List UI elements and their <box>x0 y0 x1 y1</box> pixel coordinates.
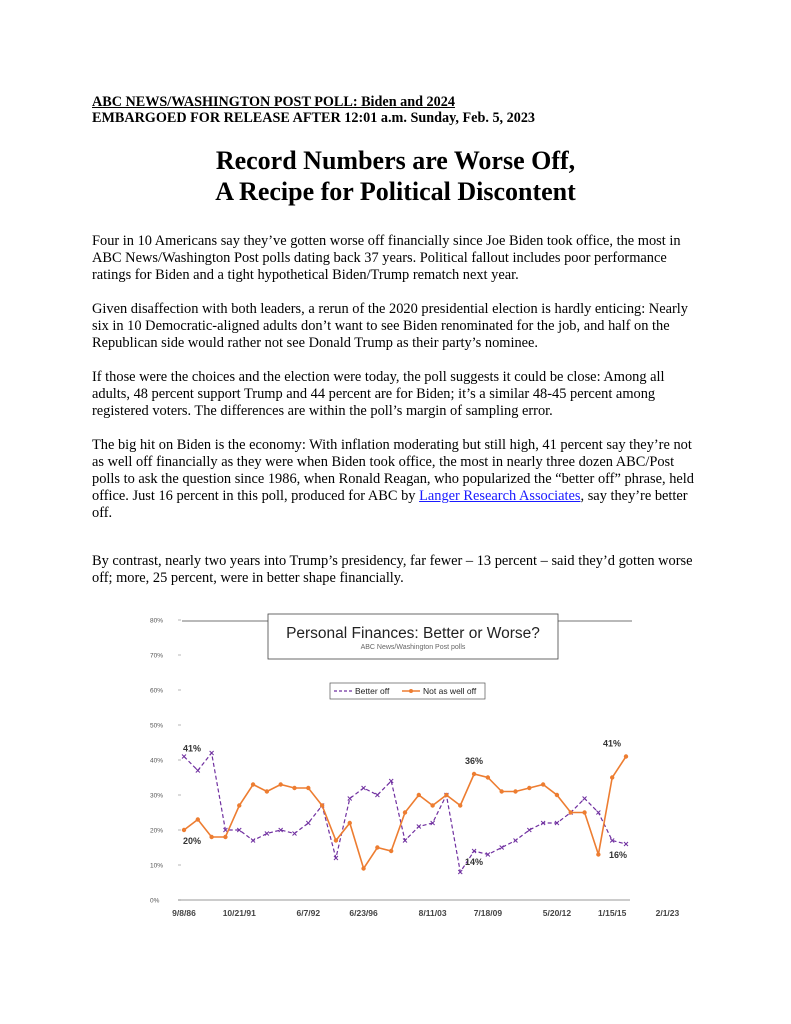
better-off-point <box>196 769 200 773</box>
y-tick-label: 20% <box>150 827 164 835</box>
not-as-well-off-point <box>472 772 476 776</box>
paragraph-4-text-a: The big hit on Biden is the economy: With inflation moderating but still high, 41 percent say they’re not as well off financially as they were when Biden took office, the most in nearly three dozen ABC/Post polls to ask the question since 1986, when Ronald Reagan, who popularized the “better off” phrase, held office. Just 16 percent in this poll, produced for ABC by <box>92 437 694 504</box>
not-as-well-off-point <box>182 828 186 832</box>
x-tick-label: 6/7/92 <box>296 908 321 918</box>
not-as-well-off-point <box>486 775 490 779</box>
not-as-well-off-point <box>292 786 296 790</box>
better-off-point <box>265 832 269 836</box>
better-off-point <box>624 842 628 846</box>
not-as-well-off-point <box>527 786 531 790</box>
not-as-well-off-point <box>417 793 421 797</box>
headline-line-2: A Recipe for Political Discontent <box>215 177 576 206</box>
headline-line-1: Record Numbers are Worse Off, <box>215 146 576 175</box>
y-tick-label: 60% <box>150 687 164 695</box>
paragraph-4 <box>92 437 704 522</box>
not-as-well-off-point <box>196 817 200 821</box>
data-label: 41% <box>182 743 202 754</box>
y-tick-label: 30% <box>150 792 164 800</box>
not-as-well-off-point <box>375 845 379 849</box>
not-as-well-off-point <box>348 821 352 825</box>
not-as-well-off-point <box>458 803 462 807</box>
better-off-point <box>375 793 379 797</box>
not-as-well-off-point <box>223 835 227 839</box>
chart-title: Personal Finances: Better or Worse? <box>286 625 540 642</box>
langer-research-link[interactable]: Langer Research Associates <box>419 488 581 504</box>
x-tick-label: 2/1/23 <box>655 908 680 918</box>
legend-label-better-off: Better off <box>355 686 390 696</box>
not-as-well-off-point <box>334 838 338 842</box>
better-off-point <box>293 832 297 836</box>
y-tick-label: 40% <box>150 757 164 765</box>
paragraph-5: By contrast, nearly two years into Trump’s presidency, far fewer – 13 percent – said they’d gotten worse off; more, 25 percent, were in better shape financially. <box>92 553 693 586</box>
not-as-well-off-point <box>569 810 573 814</box>
better-off-point <box>306 821 310 825</box>
not-as-well-off-point <box>403 810 407 814</box>
not-as-well-off-point <box>444 793 448 797</box>
x-tick-label: 8/11/03 <box>418 908 447 918</box>
x-tick-label: 10/21/91 <box>222 908 256 918</box>
y-tick-label: 10% <box>150 862 164 870</box>
not-as-well-off-point <box>610 775 614 779</box>
paragraph-1: Four in 10 Americans say they’ve gotten worse off financially since Joe Biden took office, the most in ABC News/Washington Post polls dating back 37 years. Political fallout includes poor performance ratings for Biden and a tight hypothetical Biden/Trump rematch next year. <box>92 233 681 283</box>
poll-header-title: ABC NEWS/WASHINGTON POST POLL: Biden and 2024 <box>92 94 455 110</box>
legend-label-not-as-well-off: Not as well off <box>423 686 477 696</box>
better-off-point <box>583 797 587 801</box>
x-tick-label: 9/8/86 <box>172 908 196 918</box>
not-as-well-off-point <box>499 789 503 793</box>
x-tick-label: 6/23/96 <box>349 908 378 918</box>
y-tick-label: 70% <box>150 652 164 660</box>
data-label: 20% <box>182 836 202 846</box>
not-as-well-off-point <box>237 803 241 807</box>
x-tick-label: 5/20/12 <box>542 908 572 918</box>
data-label: 14% <box>465 857 484 867</box>
not-as-well-off-point <box>555 793 559 797</box>
not-as-well-off-point <box>361 866 365 870</box>
y-tick-label: 0% <box>150 897 160 905</box>
poll-header <box>92 94 535 126</box>
not-as-well-off-point <box>582 810 586 814</box>
better-off-point <box>210 751 214 755</box>
data-label: 16% <box>608 850 628 860</box>
y-tick-label: 80% <box>150 617 164 625</box>
better-off-point <box>348 797 352 801</box>
not-as-well-off-point <box>209 835 213 839</box>
not-as-well-off-point <box>624 754 628 758</box>
chart-svg <box>150 612 680 922</box>
legend-marker-not-as-well-off <box>409 689 413 693</box>
not-as-well-off-point <box>278 782 282 786</box>
headline <box>0 145 791 207</box>
paragraph-3: If those were the choices and the election were today, the poll suggests it could be close: Among all adults, 48 percent support Trump and 44 percent are for Biden; it’s a similar 48-45 percent among registered voters. The differences are within the poll’s margin of sampling error. <box>92 369 665 419</box>
data-label: 41% <box>602 738 622 749</box>
not-as-well-off-point <box>541 782 545 786</box>
not-as-well-off-point <box>389 849 393 853</box>
data-label: 36% <box>465 756 484 766</box>
not-as-well-off-point <box>251 782 255 786</box>
not-as-well-off-point <box>596 852 600 856</box>
paragraph-2: Given disaffection with both leaders, a rerun of the 2020 presidential election is hardly enticing: Nearly six in 10 Democratic-aligned adults don’t want to see Biden renominated for the job, and half on the Republican side would rather not see Donald Trump as their party’s nominee. <box>92 301 688 351</box>
better-off-point <box>527 828 531 832</box>
chart-subtitle: ABC News/Washington Post polls <box>360 644 466 651</box>
x-tick-label: 7/18/09 <box>473 908 503 918</box>
paragraph-4-text-b: , say they’re better off. <box>92 488 688 521</box>
better-off-point <box>251 839 255 843</box>
better-off-point <box>596 811 600 815</box>
not-as-well-off-point <box>513 789 517 793</box>
not-as-well-off-point <box>430 803 434 807</box>
better-off-point <box>362 786 366 790</box>
personal-finances-chart <box>150 612 680 922</box>
better-off-point <box>514 839 518 843</box>
x-tick-label: 1/15/15 <box>598 908 627 918</box>
better-off-point <box>500 846 504 850</box>
y-tick-label: 50% <box>150 722 164 730</box>
embargo-notice: EMBARGOED FOR RELEASE AFTER 12:01 a.m. Sunday, Feb. 5, 2023 <box>92 110 536 126</box>
not-as-well-off-point <box>306 786 310 790</box>
not-as-well-off-point <box>265 789 269 793</box>
better-off-point <box>182 755 186 759</box>
not-as-well-off-point <box>320 803 324 807</box>
